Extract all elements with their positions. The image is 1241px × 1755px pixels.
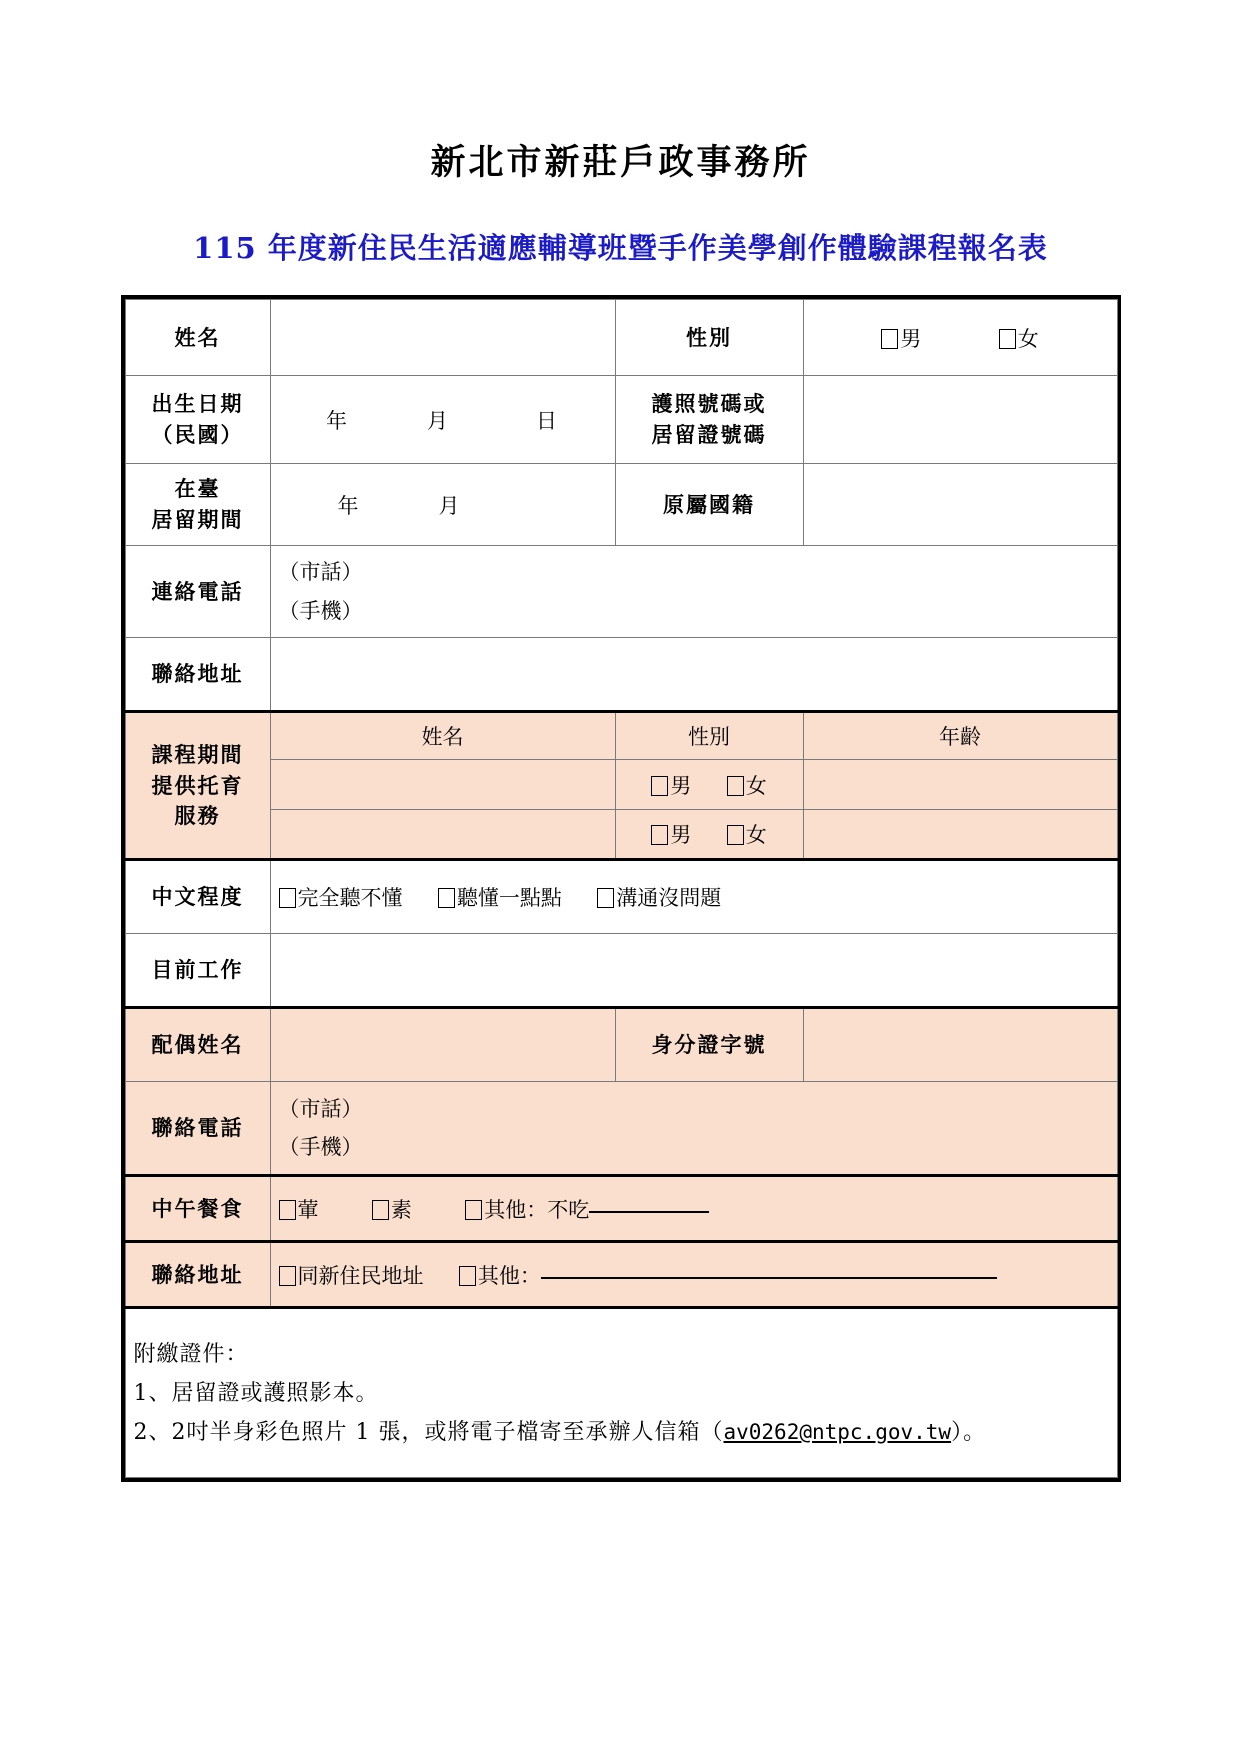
- lunch-option-other[interactable]: [465, 1194, 709, 1224]
- table-row-spouse-phone: [125, 1082, 1117, 1176]
- lunch-other-blank[interactable]: [589, 1210, 709, 1213]
- gender-option-female[interactable]: [999, 323, 1039, 353]
- childcare-label-line1: 課程期間: [151, 742, 244, 768]
- childcare-age-input-1[interactable]: [803, 760, 1117, 810]
- checkbox-icon[interactable]: [727, 825, 744, 845]
- checkbox-icon[interactable]: [465, 1200, 482, 1220]
- table-row-contact-phone: [125, 546, 1117, 638]
- contact-email-link[interactable]: av0262@ntpc.gov.tw: [723, 1419, 952, 1444]
- stay-month-unit: 月: [438, 493, 462, 518]
- registration-table: [125, 299, 1118, 1478]
- birth-date-label: [125, 376, 270, 464]
- checkbox-icon[interactable]: [881, 329, 898, 349]
- birth-year-unit: 年: [326, 408, 349, 433]
- checkbox-icon[interactable]: [438, 888, 455, 908]
- gender-option-male-label: 男: [900, 326, 922, 351]
- spouse-name-label: 配偶姓名: [125, 1008, 270, 1082]
- childcare-label-line2: 提供托育: [151, 772, 244, 798]
- checkbox-icon[interactable]: [651, 776, 668, 796]
- notes-heading: 附繳證件：: [133, 1341, 249, 1367]
- job-label: 目前工作: [125, 934, 270, 1008]
- nationality-label: 原屬國籍: [615, 464, 803, 546]
- office-title: 新北市新莊戶政事務所: [430, 142, 811, 183]
- stay-period-label: [125, 464, 270, 546]
- lunch-option-other-label: 其他：不吃: [484, 1197, 590, 1222]
- childcare-column-name: 姓名: [270, 712, 615, 760]
- contact-phone-mobile: （手機）: [278, 598, 363, 623]
- checkbox-icon[interactable]: [459, 1266, 476, 1286]
- childcare-gender-2: [615, 810, 803, 860]
- checkbox-icon[interactable]: [279, 1200, 296, 1220]
- contact-address-options: [270, 1242, 1117, 1308]
- name-label: 姓名: [125, 300, 270, 376]
- job-input[interactable]: [270, 934, 1117, 1008]
- form-title: 115 年度新住民生活適應輔導班暨手作美學創作體驗課程報名表: [193, 230, 1048, 265]
- childcare-label: [125, 712, 270, 860]
- table-row-applicant-address: [125, 638, 1117, 712]
- contact-phone-home: （市話）: [278, 560, 363, 585]
- contact-address-option-other-label: 其他：: [477, 1263, 541, 1288]
- birth-date-input[interactable]: [270, 376, 615, 464]
- birth-date-label-line1: 出生日期: [151, 391, 244, 417]
- contact-phone-input[interactable]: [270, 546, 1117, 638]
- passport-number-label-line2: 居留證號碼: [651, 421, 767, 447]
- stay-period-label-line2: 居留期間: [151, 506, 244, 532]
- childcare-label-line3: 服務: [174, 803, 221, 829]
- stay-year-unit: 年: [337, 493, 361, 518]
- table-row-childcare-header: [125, 712, 1117, 760]
- childcare-gender-male-1[interactable]: [651, 770, 691, 800]
- gender-options: [803, 300, 1117, 376]
- childcare-gender-male-label-1: 男: [670, 773, 692, 798]
- contact-address-label: 聯絡地址: [125, 1242, 270, 1308]
- chinese-level-option-3-label: 溝通沒問題: [616, 886, 722, 911]
- table-row-chinese-level: [125, 860, 1117, 934]
- chinese-level-option-2-label: 聽懂一點點: [456, 886, 562, 911]
- contact-address-other-blank[interactable]: [541, 1276, 997, 1279]
- chinese-level-label: 中文程度: [125, 860, 270, 934]
- childcare-gender-female-2[interactable]: [727, 819, 767, 849]
- contact-address-option-same[interactable]: [279, 1260, 424, 1290]
- passport-number-input[interactable]: [803, 376, 1117, 464]
- table-row-name-gender: [125, 300, 1117, 376]
- childcare-gender-male-label-2: 男: [670, 823, 692, 848]
- name-input[interactable]: [270, 300, 615, 376]
- checkbox-icon[interactable]: [727, 776, 744, 796]
- checkbox-icon[interactable]: [999, 329, 1016, 349]
- applicant-address-input[interactable]: [270, 638, 1117, 712]
- contact-address-option-other[interactable]: [459, 1260, 997, 1290]
- spouse-id-input[interactable]: [803, 1008, 1117, 1082]
- chinese-level-option-1[interactable]: [279, 882, 403, 912]
- lunch-option-meat-label: 葷: [297, 1197, 319, 1222]
- checkbox-icon[interactable]: [279, 1266, 296, 1286]
- chinese-level-option-3[interactable]: [597, 882, 721, 912]
- table-row-childcare-2: [125, 810, 1117, 860]
- notes-item-2: [134, 1413, 1109, 1452]
- spouse-phone-label: 聯絡電話: [125, 1082, 270, 1176]
- passport-number-label-line1: 護照號碼或: [651, 391, 767, 417]
- gender-option-female-label: 女: [1017, 326, 1039, 351]
- stay-period-label-line1: 在臺: [174, 476, 221, 502]
- spouse-name-input[interactable]: [270, 1008, 615, 1082]
- notes-section: [125, 1308, 1117, 1478]
- table-row-contact-address: [125, 1242, 1117, 1308]
- notes-item-2-after: ）。: [951, 1419, 987, 1445]
- childcare-age-input-2[interactable]: [803, 810, 1117, 860]
- contact-address-option-same-label: 同新住民地址: [297, 1263, 424, 1288]
- notes-item-1: 1、居留證或護照影本。: [133, 1380, 379, 1406]
- contact-phone-label: 連絡電話: [125, 546, 270, 638]
- chinese-level-options: [270, 860, 1117, 934]
- childcare-column-gender: 性別: [615, 712, 803, 760]
- lunch-label: 中午餐食: [125, 1176, 270, 1242]
- spouse-phone-input[interactable]: [270, 1082, 1117, 1176]
- table-row-spouse: [125, 1008, 1117, 1082]
- table-row-childcare-1: [125, 760, 1117, 810]
- lunch-option-meat[interactable]: [279, 1194, 319, 1224]
- table-row-lunch: [125, 1176, 1117, 1242]
- checkbox-icon[interactable]: [279, 888, 296, 908]
- childcare-gender-female-1[interactable]: [727, 770, 767, 800]
- childcare-name-input-2[interactable]: [270, 810, 615, 860]
- birth-day-unit: 日: [536, 408, 559, 433]
- spouse-id-label: 身分證字號: [615, 1008, 803, 1082]
- childcare-gender-female-label-2: 女: [745, 823, 767, 848]
- gender-label: 性別: [615, 300, 803, 376]
- checkbox-icon[interactable]: [651, 825, 668, 845]
- gender-option-male[interactable]: [881, 323, 921, 353]
- stay-period-input[interactable]: [270, 464, 615, 546]
- table-row-birth-passport: [125, 376, 1117, 464]
- registration-table-wrapper: [121, 295, 1121, 1482]
- checkbox-icon[interactable]: [597, 888, 614, 908]
- checkbox-icon[interactable]: [372, 1200, 389, 1220]
- spouse-phone-mobile: （手機）: [278, 1135, 363, 1160]
- birth-date-label-line2: （民國）: [151, 421, 244, 447]
- childcare-column-age: 年齡: [803, 712, 1117, 760]
- table-row-notes: [125, 1308, 1117, 1478]
- chinese-level-option-1-label: 完全聽不懂: [297, 886, 403, 911]
- childcare-gender-female-label-1: 女: [745, 773, 767, 798]
- chinese-level-option-2[interactable]: [438, 882, 562, 912]
- nationality-input[interactable]: [803, 464, 1117, 546]
- birth-month-unit: 月: [427, 408, 450, 433]
- lunch-option-veg[interactable]: [372, 1194, 412, 1224]
- childcare-name-input-1[interactable]: [270, 760, 615, 810]
- table-row-job: [125, 934, 1117, 1008]
- applicant-address-label: 聯絡地址: [125, 638, 270, 712]
- notes-item-2-before: 2、2吋半身彩色照片 1 張，或將電子檔寄至承辦人信箱（: [133, 1419, 724, 1445]
- spouse-phone-home: （市話）: [278, 1096, 363, 1121]
- childcare-gender-1: [615, 760, 803, 810]
- passport-number-label: [615, 376, 803, 464]
- table-row-stay-nationality: [125, 464, 1117, 546]
- lunch-option-veg-label: 素: [390, 1197, 412, 1222]
- childcare-gender-male-2[interactable]: [651, 819, 691, 849]
- lunch-options: [270, 1176, 1117, 1242]
